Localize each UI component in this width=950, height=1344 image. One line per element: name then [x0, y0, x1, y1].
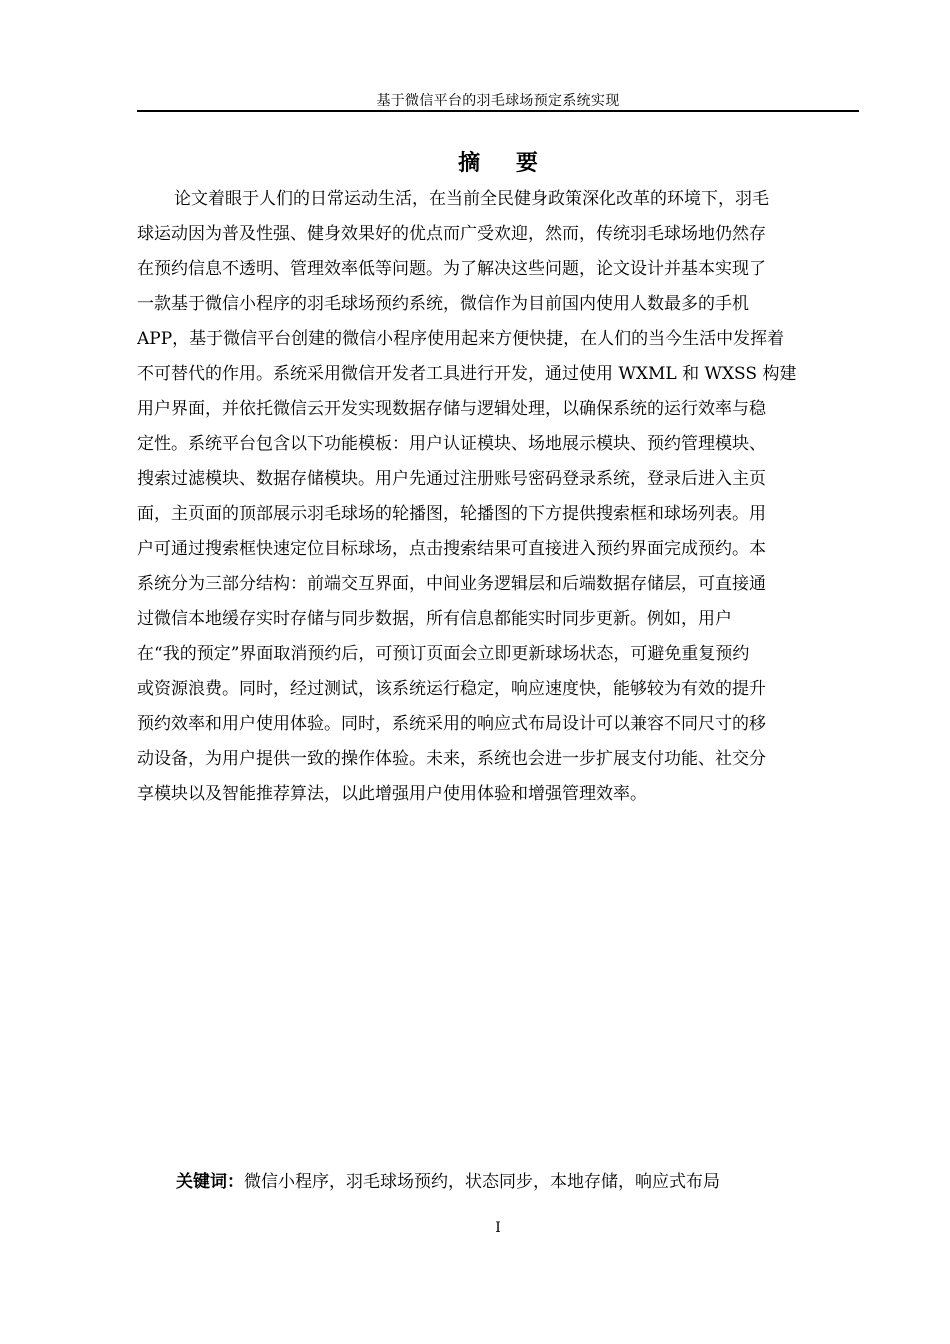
page-number: I: [495, 1220, 501, 1236]
abstract-line: 用户界面，并依托微信云开发实现数据存储与逻辑处理，以确保系统的运行效率与稳: [137, 399, 766, 419]
running-header: 基于微信平台的羽毛球场预定系统实现: [376, 93, 620, 109]
abstract-line: 户可通过搜索框快速定位目标球场，点击搜索结果可直接进入预约界面完成预约。本: [137, 539, 766, 559]
abstract-line: APP，基于微信平台创建的微信小程序使用起来方便快捷，在人们的当今生活中发挥着: [137, 329, 785, 349]
abstract-line: 在预约信息不透明、管理效率低等问题。为了解决这些问题，论文设计并基本实现了: [137, 259, 766, 279]
abstract-line: 球运动因为普及性强、健身效果好的优点而广受欢迎，然而，传统羽毛球场地仍然存: [137, 224, 766, 244]
abstract-line: 过微信本地缓存实时存储与同步数据，所有信息都能实时同步更新。例如，用户: [137, 609, 732, 629]
header-rule: [137, 110, 859, 112]
abstract-line: 不可替代的作用。系统采用微信开发者工具进行开发，通过使用 WXML 和 WXSS 构建: [137, 364, 797, 384]
abstract-line: 预约效率和用户使用体验。同时，系统采用的响应式布局设计可以兼容不同尺寸的移: [137, 714, 766, 734]
abstract-line: 动设备，为用户提供一致的操作体验。未来，系统也会进一步扩展支付功能、社交分: [137, 749, 766, 769]
abstract-line: 一款基于微信小程序的羽毛球场预约系统，微信作为目前国内使用人数最多的手机: [137, 294, 749, 314]
keywords-label: 关键词：: [176, 1172, 244, 1192]
abstract-line: 面，主页面的顶部展示羽毛球场的轮播图，轮播图的下方提供搜索框和球场列表。用: [137, 504, 766, 524]
abstract-line: 系统分为三部分结构：前端交互界面，中间业务逻辑层和后端数据存储层，可直接通: [137, 574, 766, 594]
abstract-line: 论文着眼于人们的日常运动生活，在当前全民健身政策深化改革的环境下，羽毛: [174, 189, 769, 209]
keywords: [176, 1167, 720, 1197]
abstract-line: 定性。系统平台包含以下功能模板：用户认证模块、场地展示模块、预约管理模块、: [137, 434, 766, 454]
abstract-line: 或资源浪费。同时，经过测试，该系统运行稳定，响应速度快，能够较为有效的提升: [137, 679, 766, 699]
abstract-line: 在“我的预定”界面取消预约后，可预订页面会立即更新球场状态，可避免重复预约: [137, 644, 750, 664]
abstract-heading: 摘 要: [458, 151, 552, 176]
keywords-text: 微信小程序，羽毛球场预约，状态同步，本地存储，响应式布局: [244, 1172, 720, 1192]
abstract-line: 享模块以及智能推荐算法，以此增强用户使用体验和增强管理效率。: [137, 784, 647, 804]
abstract-line: 搜索过滤模块、数据存储模块。用户先通过注册账号密码登录系统，登录后进入主页: [137, 469, 766, 489]
